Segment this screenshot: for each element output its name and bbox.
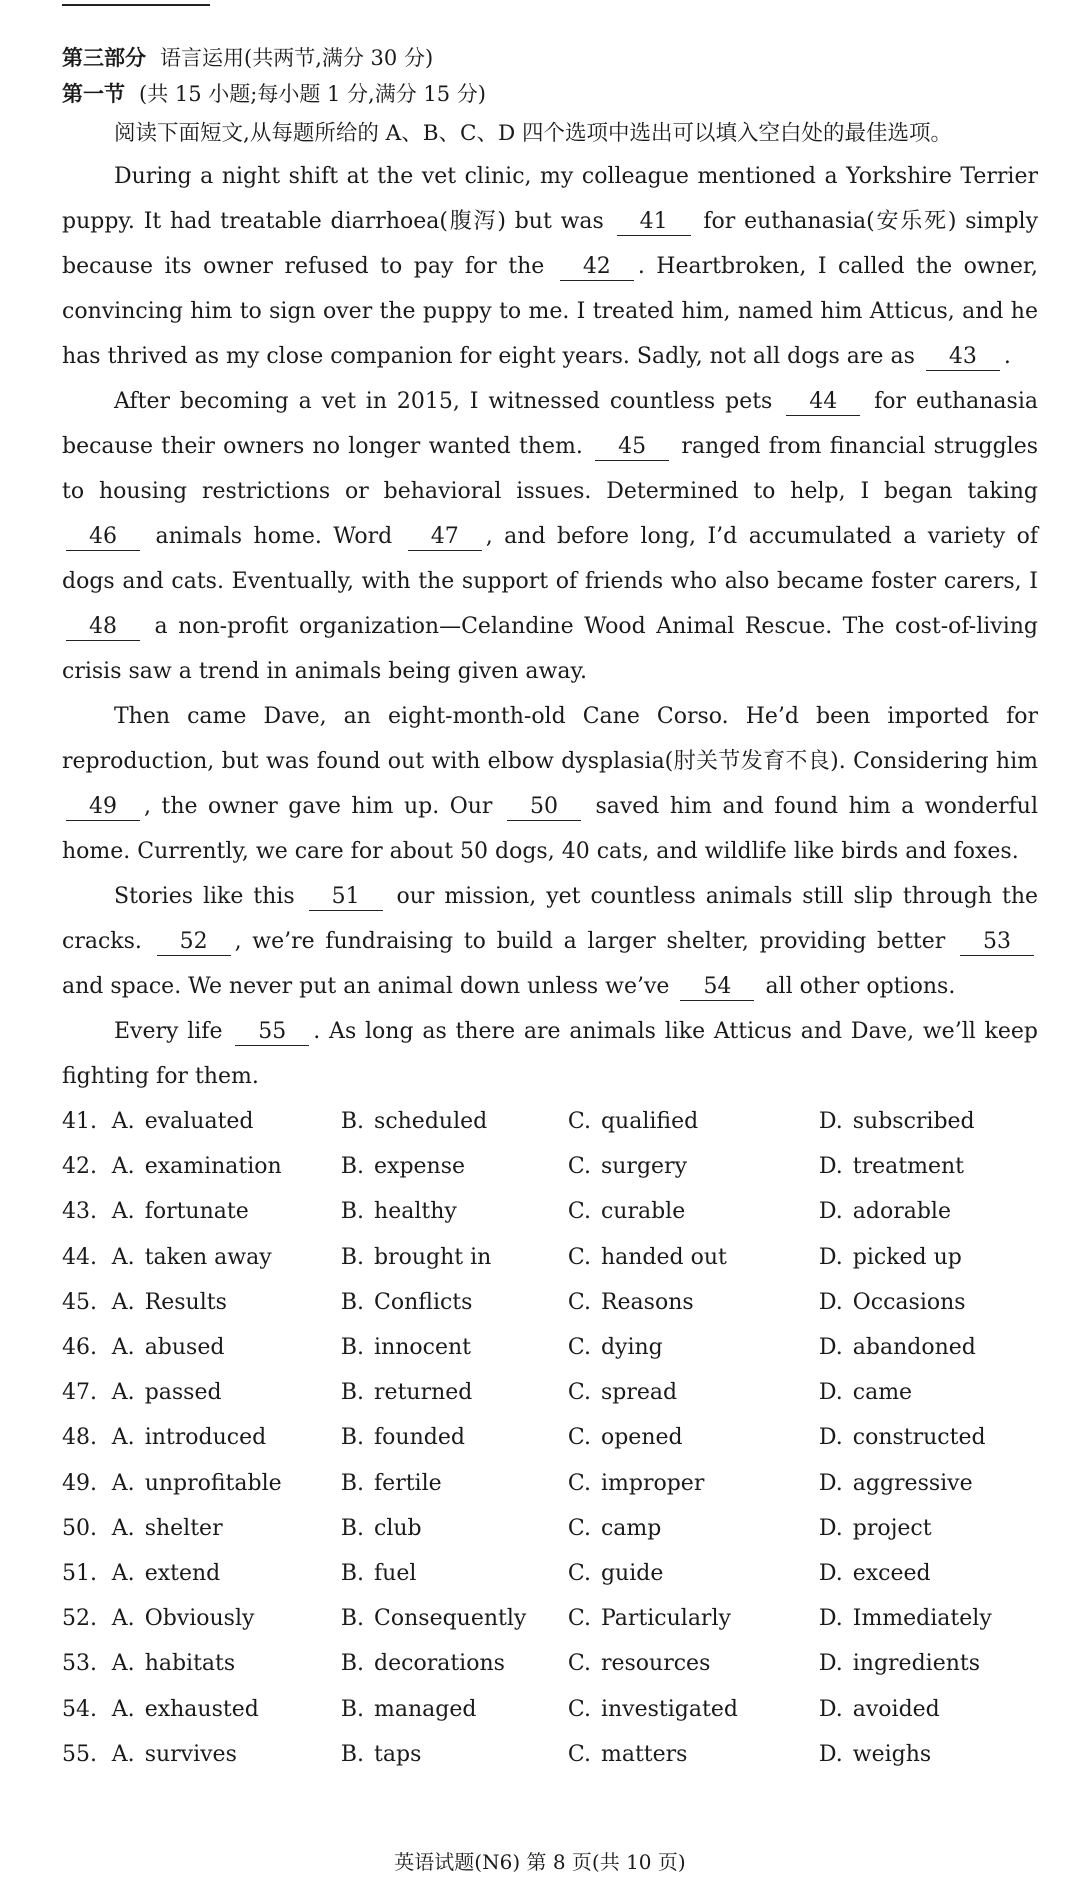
option-d: [819, 1561, 1038, 1586]
blank-55: 55: [235, 1019, 309, 1046]
option-text: Immediately: [852, 1606, 992, 1632]
option-a: [112, 1651, 341, 1676]
passage-text: After becoming a vet in 2015, I witnessed countless pets: [114, 389, 773, 414]
option-d: [819, 1380, 1038, 1405]
question-number: 55.: [62, 1741, 97, 1767]
option-letter: D.: [818, 1380, 843, 1406]
option-row: [62, 1370, 1038, 1415]
option-letter: B.: [340, 1741, 365, 1767]
option-d: [819, 1109, 1038, 1134]
blank-48: 48: [66, 614, 140, 641]
question-number: 48.: [62, 1425, 97, 1451]
option-letter: A.: [111, 1606, 135, 1632]
option-text: evaluated: [144, 1109, 254, 1135]
passage-paragraph-4: [62, 874, 1038, 1009]
top-rule: [62, 4, 210, 6]
option-text: taps: [374, 1741, 422, 1767]
option-a: [112, 1335, 341, 1360]
option-a: [112, 1561, 341, 1586]
subsection-header: [62, 76, 1038, 112]
option-text: project: [852, 1515, 932, 1541]
option-row: [62, 1325, 1038, 1370]
option-c: [568, 1425, 819, 1450]
option-b: [341, 1606, 568, 1631]
blank-52: 52: [157, 929, 231, 956]
option-b: [341, 1245, 568, 1270]
option-b: [341, 1471, 568, 1496]
option-c: [568, 1245, 819, 1270]
passage-text: . As long as there are animals like Atticus and Dave, we’ll keep fighting for them.: [62, 1019, 1039, 1089]
option-text: weighs: [852, 1741, 932, 1767]
passage-text: Stories like this: [114, 884, 295, 909]
blank-47: 47: [408, 524, 482, 551]
option-b: [341, 1199, 568, 1224]
question-number: 53.: [62, 1651, 97, 1677]
option-row: [62, 1506, 1038, 1551]
option-letter: D.: [818, 1199, 843, 1225]
option-text: opened: [600, 1425, 683, 1451]
option-text: avoided: [852, 1696, 940, 1722]
option-letter: A.: [111, 1425, 135, 1451]
subsection-label: 第一节: [62, 82, 125, 106]
passage-text: a non-profit organization—Celandine Wood Animal Rescue. The cost-of-living crisis saw a trend in animals being given away.: [62, 614, 1038, 684]
option-letter: C.: [567, 1606, 591, 1632]
passage-text: for euthanasia(安乐死) simply because its owner refused to pay for the: [62, 209, 1038, 279]
option-letter: D.: [818, 1289, 843, 1315]
question-number: 52.: [62, 1606, 97, 1632]
blank-49: 49: [66, 794, 140, 821]
blank-50: 50: [507, 794, 581, 821]
option-text: Consequently: [374, 1606, 527, 1632]
option-text: unprofitable: [144, 1470, 282, 1496]
option-text: habitats: [144, 1651, 236, 1677]
option-d: [819, 1290, 1038, 1315]
option-c: [568, 1109, 819, 1134]
passage-text: for euthanasia because their owners no longer wanted them.: [62, 389, 1038, 459]
option-text: Conflicts: [374, 1289, 473, 1315]
option-letter: B.: [340, 1606, 365, 1632]
option-letter: C.: [567, 1109, 591, 1135]
option-text: exhausted: [144, 1696, 259, 1722]
option-a: [112, 1154, 341, 1179]
option-b: [341, 1651, 568, 1676]
option-row: [62, 1461, 1038, 1506]
option-text: Particularly: [600, 1606, 731, 1632]
option-d: [819, 1199, 1038, 1224]
option-text: adorable: [852, 1199, 951, 1225]
option-text: extend: [144, 1560, 221, 1586]
passage-text: , the owner gave him up. Our: [144, 794, 493, 819]
blank-53: 53: [960, 929, 1034, 956]
option-text: shelter: [144, 1515, 223, 1541]
option-text: dying: [600, 1335, 663, 1361]
option-letter: A.: [111, 1154, 135, 1180]
option-letter: A.: [111, 1244, 135, 1270]
option-text: taken away: [144, 1244, 272, 1270]
option-letter: D.: [818, 1606, 843, 1632]
option-letter: B.: [340, 1651, 365, 1677]
option-text: founded: [374, 1425, 465, 1451]
option-text: brought in: [374, 1244, 492, 1270]
option-a: [112, 1697, 341, 1722]
option-c: [568, 1742, 819, 1767]
passage-text: animals home. Word: [155, 524, 393, 549]
blank-51: 51: [309, 884, 383, 911]
option-letter: B.: [340, 1425, 365, 1451]
blank-43: 43: [926, 344, 1000, 371]
option-text: curable: [600, 1199, 686, 1225]
option-letter: A.: [111, 1696, 135, 1722]
passage-text: , we’re fundraising to build a larger shelter, providing better: [234, 929, 946, 954]
option-a: [112, 1109, 341, 1134]
question-number: 44.: [62, 1244, 97, 1270]
passage-text: Every life: [114, 1019, 223, 1044]
option-b: [341, 1742, 568, 1767]
passage-paragraph-2: [62, 379, 1038, 694]
option-letter: A.: [111, 1335, 135, 1361]
option-letter: D.: [818, 1244, 843, 1270]
option-c: [568, 1380, 819, 1405]
option-text: fuel: [374, 1560, 417, 1586]
question-number: 42.: [62, 1154, 97, 1180]
question-number: 49.: [62, 1470, 97, 1496]
option-c: [568, 1697, 819, 1722]
option-text: survives: [144, 1741, 237, 1767]
option-letter: B.: [340, 1199, 365, 1225]
option-row: [62, 1551, 1038, 1596]
option-letter: B.: [340, 1109, 365, 1135]
option-text: managed: [374, 1696, 477, 1722]
option-b: [341, 1290, 568, 1315]
option-text: qualified: [600, 1109, 699, 1135]
option-b: [341, 1516, 568, 1541]
question-number: 45.: [62, 1289, 97, 1315]
option-text: handed out: [600, 1244, 727, 1270]
option-text: Reasons: [600, 1289, 694, 1315]
option-text: club: [374, 1515, 422, 1541]
option-letter: B.: [340, 1696, 365, 1722]
passage-paragraph-5: [62, 1009, 1038, 1099]
option-a: [112, 1245, 341, 1270]
option-letter: C.: [567, 1470, 591, 1496]
option-d: [819, 1154, 1038, 1179]
question-number: 43.: [62, 1199, 97, 1225]
option-c: [568, 1154, 819, 1179]
option-letter: C.: [567, 1651, 591, 1677]
option-text: improper: [600, 1470, 705, 1496]
option-text: exceed: [852, 1560, 931, 1586]
option-c: [568, 1561, 819, 1586]
option-letter: A.: [111, 1651, 135, 1677]
options-list: [62, 1099, 1038, 1777]
option-text: returned: [374, 1380, 473, 1406]
option-letter: B.: [340, 1289, 365, 1315]
passage-text: saved him and found him a wonderful home. Currently, we care for about 50 dogs, 40 cats, and wildlife like birds and foxes.: [62, 794, 1038, 864]
option-letter: A.: [111, 1380, 135, 1406]
option-a: [112, 1471, 341, 1496]
option-letter: C.: [567, 1289, 591, 1315]
option-b: [341, 1335, 568, 1360]
passage-text: and space. We never put an animal down unless we’ve: [62, 974, 670, 999]
option-letter: C.: [567, 1741, 591, 1767]
passage-paragraph-3: [62, 694, 1038, 874]
option-text: abused: [144, 1335, 225, 1361]
option-text: healthy: [374, 1199, 457, 1225]
option-text: Obviously: [144, 1606, 255, 1632]
option-b: [341, 1697, 568, 1722]
option-text: Occasions: [852, 1289, 966, 1315]
passage-text: ranged from financial struggles to housing restrictions or behavioral issues. Determined to help, I began taking: [62, 434, 1039, 504]
option-letter: A.: [111, 1560, 135, 1586]
question-number: 41.: [62, 1109, 97, 1135]
option-text: introduced: [144, 1425, 267, 1451]
option-letter: C.: [567, 1244, 591, 1270]
option-text: aggressive: [852, 1470, 973, 1496]
option-text: examination: [144, 1154, 282, 1180]
option-d: [819, 1516, 1038, 1541]
option-text: Results: [144, 1289, 227, 1315]
option-text: matters: [600, 1741, 688, 1767]
option-letter: D.: [818, 1470, 843, 1496]
passage-text: , and before long, I’d accumulated a variety of dogs and cats. Eventually, with the support of friends who also became foster carers, I: [62, 524, 1039, 594]
option-letter: C.: [567, 1199, 591, 1225]
section-header: [62, 40, 1038, 76]
option-text: treatment: [852, 1154, 964, 1180]
option-letter: B.: [340, 1515, 365, 1541]
passage-text: Then came Dave, an eight-month-old Cane Corso. He’d been imported for reproduction, but was found out with elbow dysplasia(肘关节发育不良). Considering him: [62, 704, 1038, 774]
option-letter: D.: [818, 1696, 843, 1722]
option-letter: A.: [111, 1470, 135, 1496]
option-letter: D.: [818, 1335, 843, 1361]
option-c: [568, 1516, 819, 1541]
option-d: [819, 1245, 1038, 1270]
option-b: [341, 1425, 568, 1450]
option-text: constructed: [852, 1425, 986, 1451]
option-b: [341, 1109, 568, 1134]
option-row: [62, 1686, 1038, 1731]
option-text: expense: [374, 1154, 466, 1180]
option-text: passed: [144, 1380, 222, 1406]
option-a: [112, 1516, 341, 1541]
option-text: came: [852, 1380, 913, 1406]
option-text: spread: [600, 1380, 678, 1406]
option-c: [568, 1651, 819, 1676]
option-letter: C.: [567, 1154, 591, 1180]
option-letter: D.: [818, 1741, 843, 1767]
option-letter: C.: [567, 1696, 591, 1722]
option-row: [62, 1235, 1038, 1280]
passage-text: During a night shift at the vet clinic, my colleague mentioned a Yorkshire Terrier puppy. It had treatable diarrhoea(腹泻) but was: [62, 164, 1038, 234]
option-text: innocent: [374, 1335, 472, 1361]
passage-paragraph-1: [62, 154, 1038, 379]
option-letter: A.: [111, 1515, 135, 1541]
question-number: 47.: [62, 1380, 97, 1406]
option-letter: A.: [111, 1741, 135, 1767]
option-row: [62, 1099, 1038, 1144]
option-letter: A.: [111, 1289, 135, 1315]
passage-text: all other options.: [765, 974, 956, 999]
option-text: picked up: [852, 1244, 962, 1270]
option-letter: D.: [818, 1154, 843, 1180]
option-d: [819, 1742, 1038, 1767]
option-text: scheduled: [374, 1109, 488, 1135]
question-number: 54.: [62, 1696, 97, 1722]
option-letter: C.: [567, 1425, 591, 1451]
passage-text: . Heartbroken, I called the owner, convincing him to sign over the puppy to me. I treated him, named him Atticus, and he has thrived as my close companion for eight years. Sadly, not all dogs are as: [62, 254, 1038, 369]
option-text: abandoned: [852, 1335, 976, 1361]
option-row: [62, 1280, 1038, 1325]
option-letter: C.: [567, 1335, 591, 1361]
page-footer: 英语试题(N6) 第 8 页(共 10 页): [394, 1850, 686, 1874]
blank-46: 46: [66, 524, 140, 551]
option-text: investigated: [600, 1696, 738, 1722]
option-text: fertile: [374, 1470, 442, 1496]
option-text: subscribed: [852, 1109, 975, 1135]
option-letter: D.: [818, 1425, 843, 1451]
blank-41: 41: [617, 209, 691, 236]
option-letter: B.: [340, 1470, 365, 1496]
option-letter: D.: [818, 1109, 843, 1135]
option-row: [62, 1596, 1038, 1641]
option-row: [62, 1144, 1038, 1189]
option-text: decorations: [374, 1651, 505, 1677]
option-row: [62, 1415, 1038, 1460]
option-text: guide: [600, 1560, 664, 1586]
option-a: [112, 1742, 341, 1767]
option-text: surgery: [600, 1154, 687, 1180]
option-a: [112, 1425, 341, 1450]
subsection-desc: (共 15 小题;每小题 1 分,满分 15 分): [139, 82, 486, 106]
exam-page: [62, 40, 1038, 1777]
option-d: [819, 1651, 1038, 1676]
option-letter: D.: [818, 1651, 843, 1677]
option-b: [341, 1154, 568, 1179]
option-d: [819, 1606, 1038, 1631]
option-letter: B.: [340, 1154, 365, 1180]
option-letter: C.: [567, 1515, 591, 1541]
option-a: [112, 1290, 341, 1315]
option-a: [112, 1606, 341, 1631]
option-letter: C.: [567, 1560, 591, 1586]
option-letter: D.: [818, 1560, 843, 1586]
part-label: 第三部分: [62, 46, 146, 70]
option-c: [568, 1606, 819, 1631]
option-text: camp: [600, 1515, 662, 1541]
blank-54: 54: [680, 974, 754, 1001]
option-d: [819, 1471, 1038, 1496]
option-c: [568, 1199, 819, 1224]
option-row: [62, 1189, 1038, 1234]
option-row: [62, 1641, 1038, 1686]
option-c: [568, 1335, 819, 1360]
option-letter: A.: [111, 1109, 135, 1135]
passage-text: our mission, yet countless animals still slip through the cracks.: [62, 884, 1039, 954]
option-text: resources: [600, 1651, 711, 1677]
option-letter: C.: [567, 1380, 591, 1406]
question-number: 50.: [62, 1515, 97, 1541]
blank-44: 44: [786, 389, 860, 416]
question-number: 51.: [62, 1560, 97, 1586]
option-a: [112, 1199, 341, 1224]
option-d: [819, 1335, 1038, 1360]
option-c: [568, 1471, 819, 1496]
option-letter: B.: [340, 1244, 365, 1270]
option-text: ingredients: [852, 1651, 981, 1677]
option-letter: D.: [818, 1515, 843, 1541]
option-b: [341, 1561, 568, 1586]
option-text: fortunate: [144, 1199, 249, 1225]
blank-45: 45: [595, 434, 669, 461]
passage-text: .: [1003, 344, 1011, 369]
option-c: [568, 1290, 819, 1315]
option-letter: B.: [340, 1380, 365, 1406]
instruction: 阅读下面短文,从每题所给的 A、B、C、D 四个选项中选出可以填入空白处的最佳选项。: [114, 121, 953, 146]
option-d: [819, 1425, 1038, 1450]
option-b: [341, 1380, 568, 1405]
blank-42: 42: [560, 254, 634, 281]
option-a: [112, 1380, 341, 1405]
part-title: 语言运用(共两节,满分 30 分): [160, 46, 434, 70]
option-letter: B.: [340, 1560, 365, 1586]
option-d: [819, 1697, 1038, 1722]
option-row: [62, 1732, 1038, 1777]
option-letter: B.: [340, 1335, 365, 1361]
option-letter: A.: [111, 1199, 135, 1225]
question-number: 46.: [62, 1335, 97, 1361]
